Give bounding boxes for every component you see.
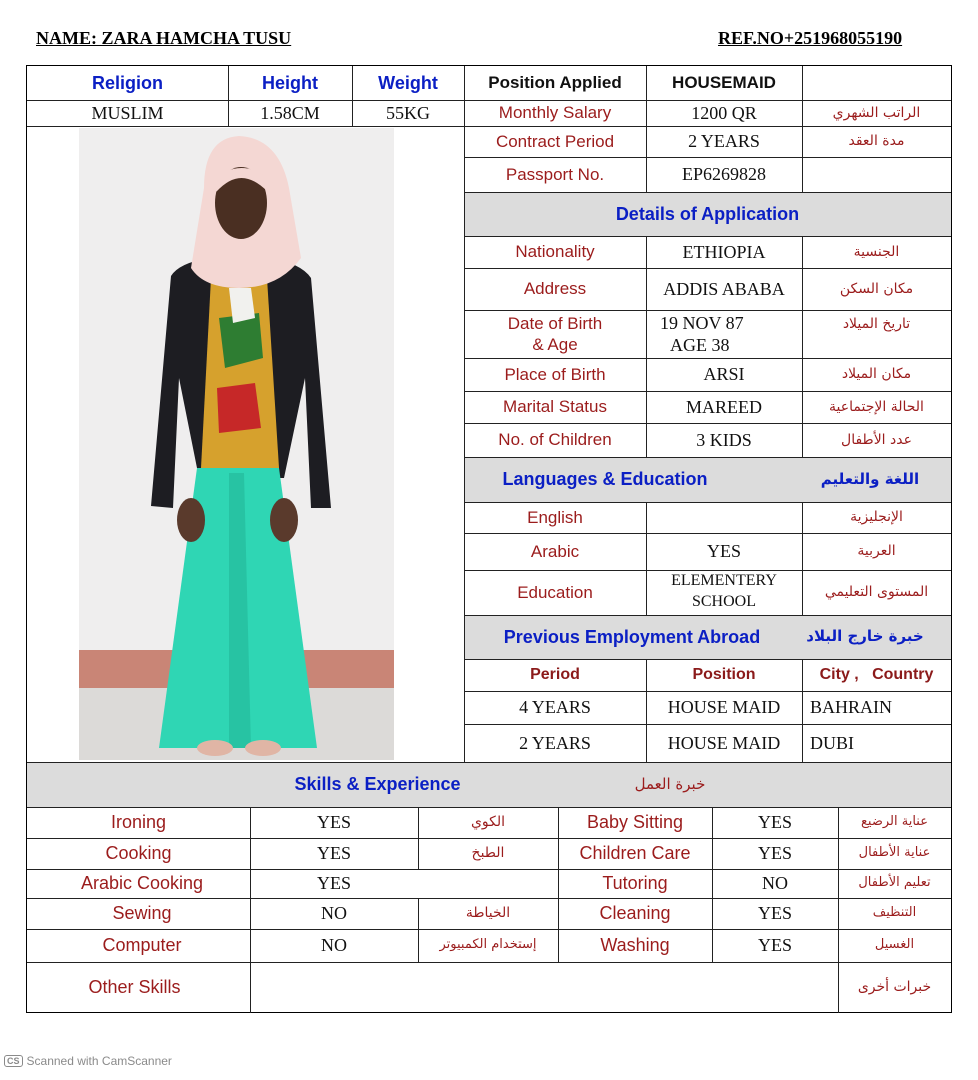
other-skills-label: Other Skills [88,977,181,998]
city-column-header: City , Country [819,665,934,683]
skill-value: NO [321,903,347,924]
children-label: No. of Children [498,430,612,450]
children-arabic: عدد الأطفال [841,431,912,448]
period-column-header: Period [530,665,580,683]
education-arabic: المستوى التعليمي [824,584,929,601]
skill-arabic: الطبخ [471,845,505,862]
monthly-salary-value: 1200 QR [691,102,757,123]
contract-period-arabic: مدة العقد [848,133,905,150]
employment-period: 4 YEARS [519,697,591,718]
camscanner-logo-icon: CS [4,1055,23,1067]
position-column-header: Position [692,665,756,683]
height-value: 1.58CM [260,102,320,123]
position-value: HOUSEMAID [672,73,776,93]
position-label: Position Applied [488,73,622,93]
age-label: & Age [532,335,578,355]
height-label: Height [262,72,318,93]
employment-title: Previous Employment Abroad [503,626,761,647]
dob-value: 19 NOV 87 [660,312,744,333]
skill-value: YES [316,873,351,894]
education-label: Education [517,582,593,602]
skill-arabic: عناية الرضيع [861,814,928,830]
employment-position: HOUSE MAID [667,697,781,718]
skill-label: Ironing [110,812,167,833]
skill-arabic: الخياطة [465,905,511,922]
skill-label: Cleaning [599,903,671,924]
skills-title: Skills & Experience [294,774,461,795]
arabic-value: YES [706,541,741,562]
details-title: Details of Application [615,203,800,224]
employment-city: DUBI [810,732,854,753]
skill-arabic: إستخدام الكمبيوتر [439,937,537,953]
languages-title: Languages & Education [502,469,708,490]
religion-value: MUSLIM [91,102,164,123]
camscanner-watermark [4,1054,172,1068]
skill-label: Tutoring [602,873,668,894]
english-label: English [527,507,583,527]
skill-label: Cooking [105,843,172,864]
skill-arabic [418,869,558,898]
applicant-photo-drawing [79,128,394,760]
arabic-arabic: العربية [857,543,896,560]
camscanner-text: Scanned with CamScanner [26,1054,172,1068]
skill-arabic: الغسيل [874,937,915,953]
nationality-value: ETHIOPIA [682,241,766,262]
english-value [646,502,802,533]
skill-label: Baby Sitting [586,812,684,833]
skill-arabic: عناية الأطفال [858,845,931,861]
skill-value: NO [321,935,347,956]
contract-period-label: Contract Period [495,131,615,151]
reference-number: REF.NO+251968055190 [718,28,903,48]
children-value: 3 KIDS [696,429,752,450]
applicant-photo [79,128,394,760]
skill-value: YES [757,903,792,924]
birthplace-value: ARSI [703,364,745,385]
languages-title-arabic: اللغة والتعليم [820,469,920,488]
nationality-label: Nationality [515,242,595,262]
employment-city: BAHRAIN [810,697,893,718]
skill-value: YES [757,935,792,956]
skill-arabic: الكوي [470,814,506,831]
marital-arabic: الحالة الإجتماعية [829,398,924,415]
age-value: AGE 38 [670,334,730,355]
skill-value: YES [757,812,792,833]
skill-arabic: التنظيف [872,905,917,921]
passport-label: Passport No. [505,164,605,184]
skill-value: YES [757,843,792,864]
employment-title-arabic: خبرة خارج البلاد [806,627,924,646]
skill-label: Washing [600,935,670,956]
weight-value: 55KG [386,102,430,123]
monthly-salary-arabic: الراتب الشهري [832,104,921,121]
dob-arabic: تاريخ الميلاد [842,315,911,332]
skill-label: Children Care [579,843,691,864]
skill-value: YES [316,843,351,864]
contract-period-value: 2 YEARS [688,131,760,152]
address-value: ADDIS ABABA [663,278,785,299]
birthplace-arabic: مكان الميلاد [841,366,912,383]
arabic-label: Arabic [530,541,580,561]
education-value: ELEMENTERY [671,572,777,590]
skill-value: NO [762,873,788,894]
marital-value: MAREED [686,396,762,417]
skill-label: Sewing [112,903,172,924]
birthplace-label: Place of Birth [504,364,606,384]
marital-label: Marital Status [503,397,607,417]
employment-period: 2 YEARS [519,732,591,753]
nationality-arabic: الجنسية [853,243,900,260]
applicant-name: NAME: ZARA HAMCHA TUSU [36,28,292,48]
skills-title-arabic: خبرة العمل [634,774,706,793]
other-skills-arabic: خبرات أخرى [857,979,932,996]
skill-value: YES [316,812,351,833]
passport-value: EP6269828 [681,164,766,185]
weight-label: Weight [378,72,438,93]
english-arabic: الإنجليزية [850,509,903,526]
skill-label: Computer [102,935,182,956]
religion-label: Religion [92,72,163,93]
skill-label: Arabic Cooking [80,873,204,894]
employment-position: HOUSE MAID [667,732,781,753]
monthly-salary-label: Monthly Salary [498,103,612,123]
address-arabic: مكان السكن [839,280,914,297]
address-label: Address [523,279,587,299]
dob-label: Date of Birth [507,314,603,334]
skill-arabic: تعليم الأطفال [858,875,931,891]
education-value-2: SCHOOL [691,593,756,611]
